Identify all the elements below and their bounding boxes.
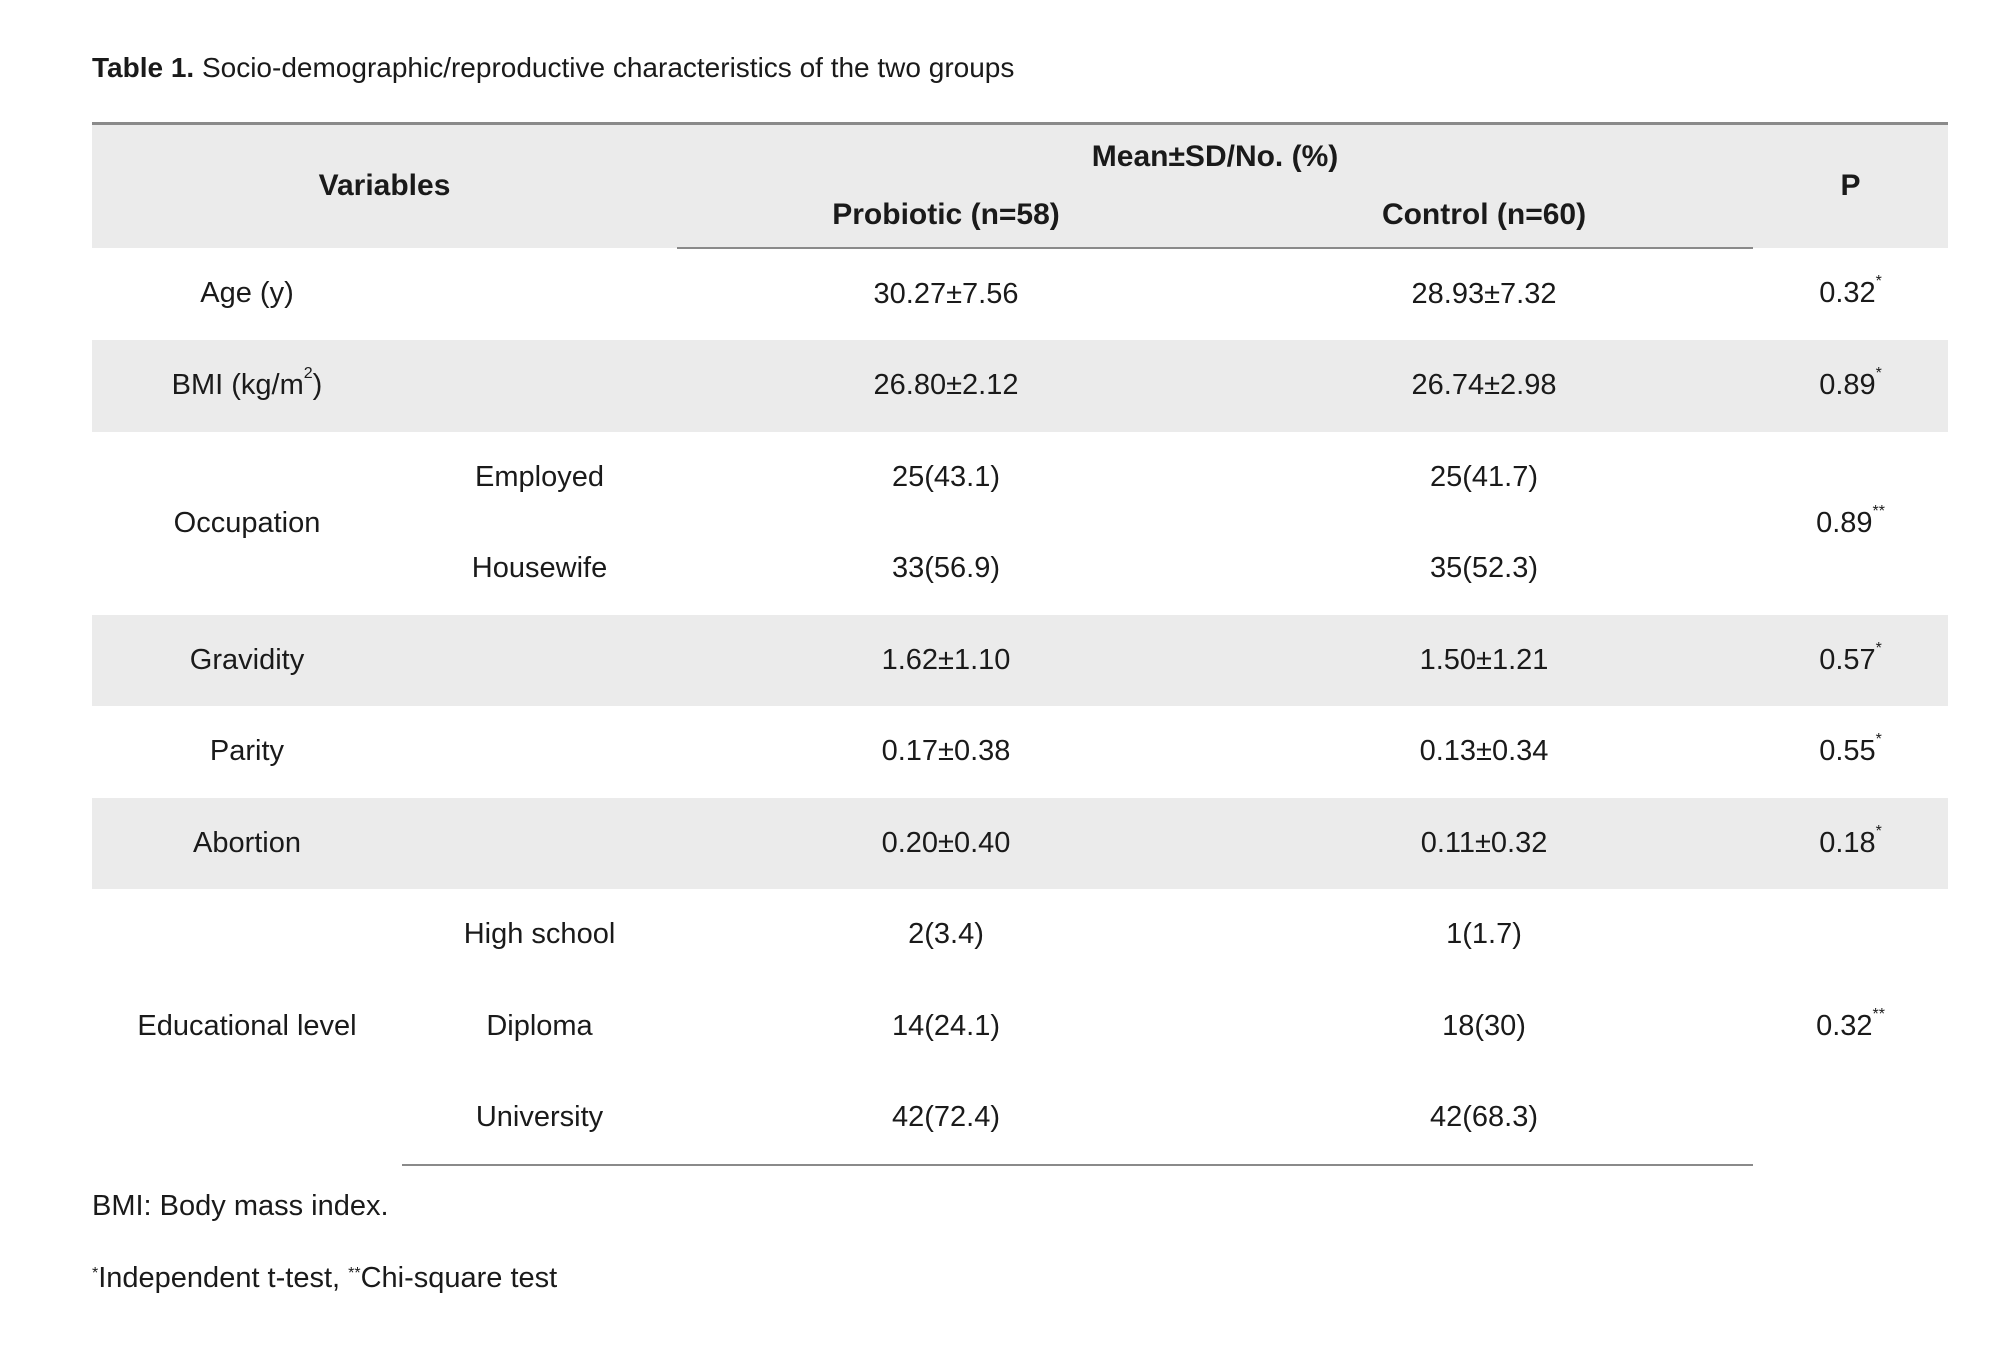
header-group xyxy=(677,124,1753,184)
cell-control: 42(68.3) xyxy=(1215,1072,1753,1165)
p-footnote-mark: * xyxy=(1875,731,1882,749)
row-sublabel-empty xyxy=(402,798,677,890)
cell-p xyxy=(1753,615,1948,707)
p-value: 0.18 xyxy=(1819,826,1876,859)
row-label xyxy=(92,340,402,432)
data-table-container xyxy=(92,122,1948,1166)
row-label: Educational level xyxy=(137,1010,357,1043)
cell-control: 35(52.3) xyxy=(1430,552,1539,585)
table-caption xyxy=(92,50,1014,86)
footnote-test-ttest: Independent t-test, xyxy=(98,1262,349,1294)
table-footnotes xyxy=(92,1188,557,1296)
footnote-tests xyxy=(92,1260,557,1296)
cell-p xyxy=(1753,248,1948,341)
p-footnote-mark: * xyxy=(1875,822,1882,840)
table-row-age xyxy=(92,248,1948,341)
cell-control: 1.50±1.21 xyxy=(1215,615,1753,707)
cell-p xyxy=(1753,798,1948,890)
header-group-label: Mean±SD/No. (%) xyxy=(1091,139,1339,173)
row-label-text: BMI (kg/m xyxy=(171,369,304,402)
row-sublabel: Employed xyxy=(475,460,604,493)
cell-probiotic: 1.62±1.10 xyxy=(677,615,1215,707)
row-sublabel-empty xyxy=(402,615,677,707)
cell-probiotic: 25(43.1) xyxy=(892,460,1001,493)
cell-control: 28.93±7.32 xyxy=(1411,277,1557,310)
caption-text: Socio-demographic/reproductive characteristics of the two groups xyxy=(194,52,1015,83)
cell-probiotic: 2(3.4) xyxy=(908,918,984,951)
cell-control: 26.74±2.98 xyxy=(1215,340,1753,432)
footnote-mark-double: ** xyxy=(348,1265,361,1282)
table-row-occupation-employed xyxy=(92,432,1948,524)
p-footnote-mark: ** xyxy=(1872,502,1885,520)
table-row-parity xyxy=(92,706,1948,798)
cell-control: 25(41.7) xyxy=(1430,460,1539,493)
p-footnote-mark: * xyxy=(1875,273,1882,291)
row-sublabel: Diploma xyxy=(486,1009,593,1042)
cell-probiotic: 33(56.9) xyxy=(892,552,1001,585)
p-footnote-mark: * xyxy=(1875,365,1882,383)
header-variables: Variables xyxy=(92,124,677,248)
p-value: 0.89 xyxy=(1816,506,1873,539)
p-value: 0.55 xyxy=(1819,735,1876,768)
cell-p xyxy=(1753,340,1948,432)
table-header xyxy=(92,124,1948,248)
footnote-test-chisquare: Chi-square test xyxy=(360,1262,558,1294)
cell-control: 0.13±0.34 xyxy=(1419,735,1549,768)
row-sublabel-empty xyxy=(402,706,677,798)
cell-p xyxy=(1753,432,1948,615)
table-row-gravidity xyxy=(92,615,1948,707)
footnote-abbreviation: BMI: Body mass index. xyxy=(92,1190,389,1222)
p-value: 0.89 xyxy=(1819,369,1876,402)
cell-probiotic: 0.20±0.40 xyxy=(677,798,1215,890)
cell-probiotic: 14(24.1) xyxy=(892,1009,1001,1042)
table-row-abortion xyxy=(92,798,1948,890)
row-label: Gravidity xyxy=(92,615,402,707)
table-body xyxy=(92,248,1948,1165)
cell-probiotic: 26.80±2.12 xyxy=(677,340,1215,432)
cell-p xyxy=(1753,706,1948,798)
row-label: Age (y) xyxy=(200,277,294,310)
p-value: 0.32 xyxy=(1819,277,1876,310)
row-label: Occupation xyxy=(173,506,321,539)
cell-probiotic: 42(72.4) xyxy=(677,1072,1215,1165)
row-label: Abortion xyxy=(92,798,402,890)
cell-probiotic: 0.17±0.38 xyxy=(881,735,1011,768)
footnote-mark-single: * xyxy=(92,1265,99,1282)
p-footnote-mark: ** xyxy=(1872,1006,1885,1024)
table-row-bmi xyxy=(92,340,1948,432)
p-value: 0.32 xyxy=(1816,1010,1873,1043)
caption-label: Table 1. xyxy=(92,52,195,83)
row-label: Parity xyxy=(209,735,285,768)
row-label-superscript: 2 xyxy=(303,365,313,383)
header-probiotic: Probiotic (n=58) xyxy=(677,184,1215,248)
cell-control: 18(30) xyxy=(1442,1009,1526,1042)
header-control: Control (n=60) xyxy=(1215,184,1753,248)
row-sublabel-empty xyxy=(402,340,677,432)
characteristics-table xyxy=(92,122,1948,1166)
table-row-education-highschool xyxy=(92,889,1948,981)
cell-p xyxy=(1753,889,1948,1165)
cell-probiotic: 30.27±7.56 xyxy=(873,277,1019,310)
row-sublabel: High school xyxy=(463,918,616,951)
p-value: 0.57 xyxy=(1819,643,1876,676)
row-label-end: ) xyxy=(312,369,323,402)
cell-control: 1(1.7) xyxy=(1446,918,1522,951)
cell-control: 0.11±0.32 xyxy=(1215,798,1753,890)
row-sublabel: Housewife xyxy=(471,552,608,585)
header-p: P xyxy=(1753,124,1948,248)
row-sublabel-empty xyxy=(402,248,677,341)
row-sublabel: University xyxy=(402,1072,677,1165)
p-footnote-mark: * xyxy=(1875,639,1882,657)
